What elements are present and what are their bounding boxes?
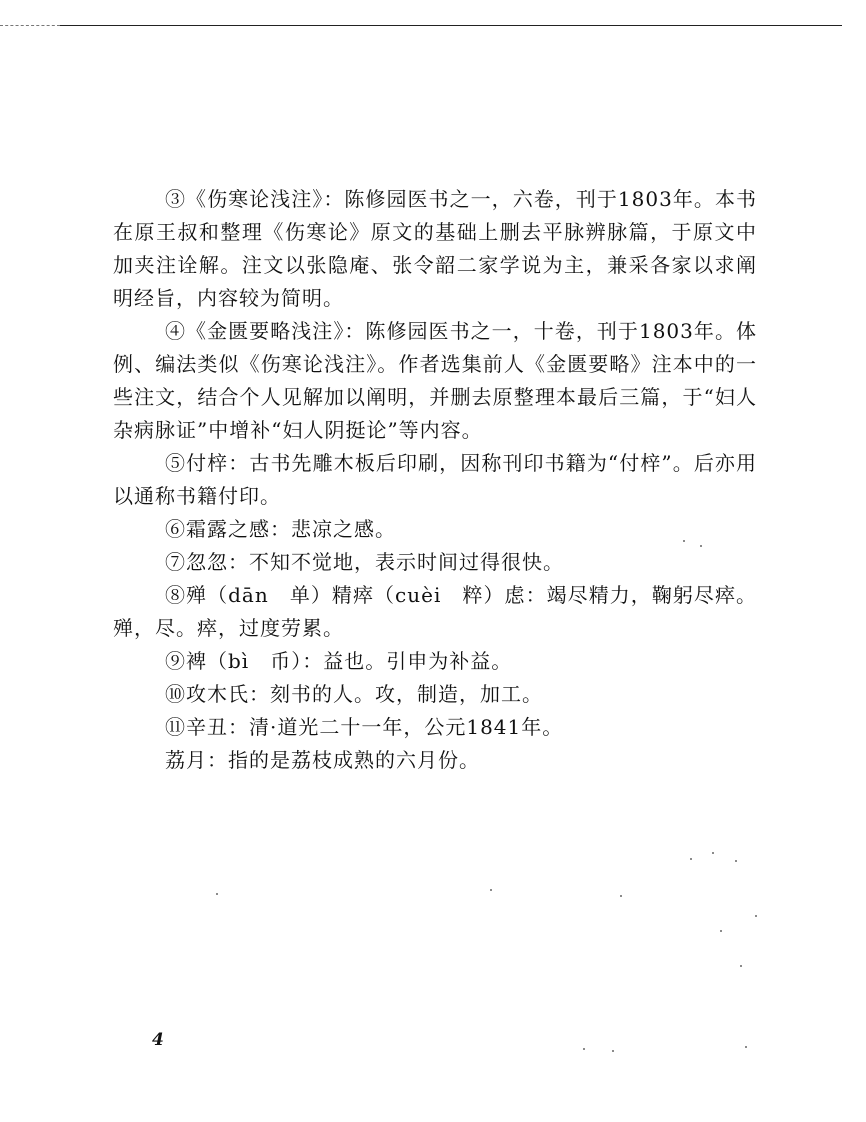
scan-speck bbox=[745, 1046, 747, 1048]
note-5: ⑤付梓：古书先雕木板后印刷，因称刊印书籍为“付梓”。后亦用以通称书籍付印。 bbox=[113, 451, 757, 508]
note-6: ⑥霜露之感：悲凉之感。 bbox=[165, 517, 396, 541]
scan-speck bbox=[216, 893, 218, 895]
scan-speck bbox=[683, 540, 685, 542]
scan-speck bbox=[490, 889, 492, 891]
note-3: ③《伤寒论浅注》：陈修园医书之一，六卷，刊于1803年。本书在原王叔和整理《伤寒论》原文的基础上删去平脉辨脉篇，于原文中加夹注诠解。注文以张隐庵、张令韶二家学说为主，兼采各家以求阐明经旨，内容较为简明。 bbox=[113, 187, 757, 310]
scan-speck bbox=[755, 915, 757, 917]
scan-speck bbox=[620, 895, 622, 897]
note-8: ⑧殚（dān 单）精瘁（cuèi 粹）虑：竭尽精力，鞠躬尽瘁。殚，尽。瘁，过度劳累。 bbox=[113, 583, 757, 640]
header-rule bbox=[60, 25, 842, 26]
scan-edge-mark bbox=[0, 25, 60, 26]
note-11-continued: 荔月：指的是荔枝成熟的六月份。 bbox=[165, 748, 480, 772]
note-4: ④《金匮要略浅注》：陈修园医书之一，十卷，刊于1803年。体例、编法类似《伤寒论浅注》。作者选集前人《金匮要略》注本中的一些注文，结合个人见解加以阐明，并删去原整理本最后三篇，于“妇人杂病脉证”中增补“妇人阴挺论”等内容。 bbox=[113, 319, 757, 442]
annotations-block bbox=[113, 183, 757, 777]
scan-speck bbox=[735, 860, 737, 862]
scan-speck bbox=[583, 1048, 585, 1050]
note-10: ⑩攻木氏：刻书的人。攻，制造，加工。 bbox=[165, 682, 543, 706]
note-9: ⑨裨（bì 币）：益也。引申为补益。 bbox=[165, 649, 513, 673]
scan-speck bbox=[740, 965, 742, 967]
note-11: ⑪辛丑：清·道光二十一年，公元1841年。 bbox=[165, 715, 564, 739]
page-number: 4 bbox=[152, 1030, 164, 1050]
scan-speck bbox=[712, 852, 714, 854]
scan-speck bbox=[612, 1050, 614, 1052]
scan-speck bbox=[720, 930, 722, 932]
note-7: ⑦忽忽：不知不觉地，表示时间过得很快。 bbox=[165, 550, 564, 574]
scan-speck bbox=[690, 858, 692, 860]
scan-speck bbox=[700, 545, 702, 547]
